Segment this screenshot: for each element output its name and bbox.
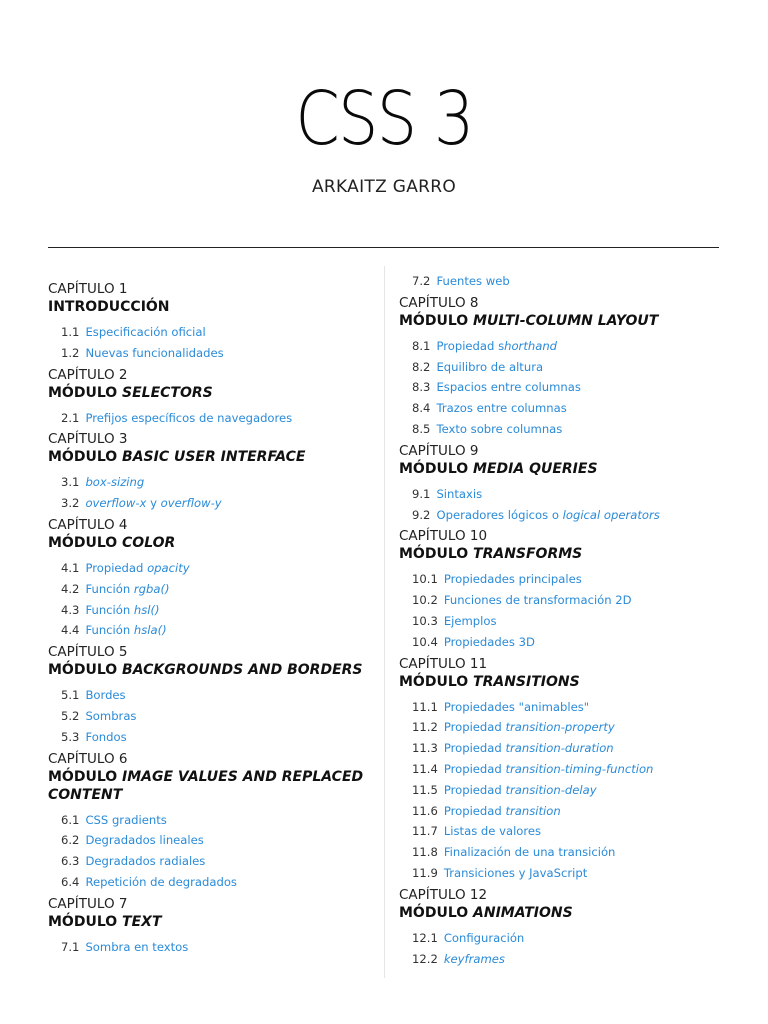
toc-entry-link-part: Equilibro de altura — [436, 359, 544, 374]
toc-entry-link-part: CSS gradients — [85, 812, 167, 827]
toc-entry-link-part: Sombras — [85, 708, 137, 723]
toc-entry-link[interactable] — [85, 493, 221, 514]
toc-entry-link[interactable] — [436, 357, 543, 378]
chapter-title-part: MÓDULO — [399, 460, 474, 477]
toc-entry[interactable] — [48, 620, 378, 641]
toc-entry-number: 5.2 — [61, 708, 80, 723]
toc-entry[interactable] — [399, 738, 729, 759]
chapter-title-part: ANIMATIONS — [473, 904, 573, 921]
toc-entry-link-part: rgba() — [133, 581, 170, 596]
toc-entry[interactable] — [399, 590, 729, 611]
toc-entry-link[interactable] — [85, 727, 126, 748]
book-title: CSS 3 — [295, 76, 473, 162]
toc-entry-link-part: transition-duration — [505, 741, 614, 756]
chapter-title-part: MÓDULO — [48, 534, 123, 551]
toc-chapter — [48, 431, 378, 514]
toc-entry-link-part: Degradados lineales — [85, 833, 204, 848]
toc-entry-link-part: Fondos — [85, 729, 127, 744]
toc-entry-link[interactable] — [85, 706, 136, 727]
toc-entry-link-part: transition-delay — [505, 782, 597, 797]
chapter-title-part: TRANSFORMS — [473, 546, 583, 563]
toc-entry-link-part: y — [146, 496, 161, 511]
toc-entry-link[interactable] — [85, 620, 166, 641]
chapter-title-part: TEXT — [122, 913, 162, 930]
toc-entry[interactable] — [48, 558, 378, 579]
toc-entry-link[interactable] — [444, 632, 535, 653]
toc-chapter — [399, 656, 729, 884]
chapter-title-part: MULTI-COLUMN LAYOUT — [473, 312, 659, 329]
toc-entry-link-part: overflow-y — [160, 496, 222, 511]
toc-entry-link[interactable] — [85, 579, 169, 600]
toc-entry-link[interactable] — [85, 408, 292, 429]
chapter-title-part: MÓDULO — [48, 768, 123, 785]
toc-entry-number: 6.3 — [61, 854, 80, 869]
toc-entry-link-part: Transiciones y JavaScript — [443, 865, 588, 880]
chapter-title-part: MÓDULO — [399, 904, 474, 921]
toc-entry[interactable] — [399, 569, 729, 590]
toc-entry-link[interactable] — [444, 780, 597, 801]
toc-entry[interactable] — [399, 821, 729, 842]
toc-entry[interactable] — [399, 863, 729, 884]
toc-entry-link[interactable] — [444, 842, 616, 863]
chapter-label: CAPÍTULO 7 — [48, 895, 128, 912]
toc-entry-link-part: Función — [85, 623, 134, 638]
toc-entry-number: 8.3 — [412, 380, 431, 395]
chapter-title — [48, 384, 378, 402]
toc-entry-number: 9.1 — [412, 486, 431, 501]
toc-entry-link[interactable] — [85, 472, 144, 493]
toc-chapter — [48, 367, 378, 429]
chapter-title — [48, 298, 378, 316]
toc-entry-number: 11.4 — [412, 761, 438, 776]
toc-entry[interactable] — [399, 759, 729, 780]
toc-entry-link-part: Finalización de una transición — [443, 845, 616, 860]
toc-entry-number: 4.4 — [61, 623, 80, 638]
chapter-title — [48, 661, 378, 679]
toc-entry-link[interactable] — [444, 928, 524, 949]
toc-entry-link-part: horthand — [504, 338, 558, 353]
toc-entry-link-part: Operadores lógicos o — [436, 507, 563, 522]
toc-entry-link[interactable] — [444, 697, 589, 718]
toc-entry-link-part: Sombra en textos — [85, 939, 189, 954]
toc-entry-link-part: Propiedad — [443, 761, 506, 776]
chapter-title-part: TRANSITIONS — [473, 673, 580, 690]
toc-entry-number: 7.1 — [61, 939, 80, 954]
toc-entry-link-part: Propiedades principales — [443, 572, 582, 587]
toc-chapter — [48, 751, 378, 893]
toc-entry[interactable] — [399, 398, 729, 419]
chapter-title — [399, 545, 729, 563]
toc-entry-number: 11.3 — [412, 741, 438, 756]
toc-entry-link-part: box-sizing — [85, 475, 145, 490]
toc-chapter — [48, 644, 378, 747]
toc-entry-link[interactable] — [436, 505, 659, 526]
toc-entry-link[interactable] — [444, 569, 582, 590]
header-rule — [48, 247, 719, 248]
toc-chapter — [399, 295, 729, 440]
toc-entry-link[interactable] — [444, 863, 587, 884]
toc-entry-number: 4.2 — [61, 581, 80, 596]
toc-chapter — [399, 528, 729, 652]
chapter-label: CAPÍTULO 5 — [48, 644, 128, 661]
toc-entry[interactable] — [48, 727, 378, 748]
chapter-title-part: MÓDULO — [48, 384, 123, 401]
toc-entry-link-part: Propiedad — [85, 560, 148, 575]
toc-entry[interactable] — [48, 472, 378, 493]
toc-entry-link-part: Trazos entre columnas — [436, 401, 567, 416]
toc-entry-number: 12.1 — [412, 930, 438, 945]
chapter-label: CAPÍTULO 10 — [399, 528, 488, 545]
chapter-label: CAPÍTULO 4 — [48, 516, 128, 533]
toc-entry-link-part: Función — [85, 602, 134, 617]
toc-entry-link-part: Fuentes web — [436, 274, 510, 288]
toc-entry-link-part: Propiedades "animables" — [443, 699, 590, 714]
toc-entry-link-part: opacity — [147, 560, 190, 575]
chapter-title — [399, 904, 729, 922]
toc-entry-number: 7.2 — [412, 274, 431, 288]
toc-entry-number: 11.8 — [412, 845, 438, 860]
toc-entry-number: 3.2 — [61, 496, 80, 511]
toc-entry-number: 5.3 — [61, 729, 80, 744]
toc-entry-number: 12.2 — [412, 951, 438, 966]
chapter-title — [48, 534, 378, 552]
toc-entry-link[interactable] — [444, 801, 561, 822]
chapter-title — [48, 913, 378, 931]
toc-entry-number: 1.1 — [61, 325, 80, 339]
toc-entry-number: 10.2 — [412, 593, 438, 608]
toc-entry-link[interactable] — [436, 271, 509, 292]
toc-entry-number: 11.6 — [412, 803, 438, 818]
toc-entry[interactable] — [399, 842, 729, 863]
toc-entry-link[interactable] — [444, 821, 541, 842]
toc-entry-link[interactable] — [85, 830, 203, 851]
toc-entry-link[interactable] — [85, 851, 205, 872]
toc-entry-link-part: transition-timing-function — [505, 761, 654, 776]
toc-entry-link[interactable] — [444, 590, 632, 611]
chapter-title-part: INTRODUCCIÓN — [48, 299, 170, 315]
toc-entry-link-part: transition-property — [505, 720, 615, 735]
toc-entry-link[interactable] — [436, 484, 482, 505]
toc-entry-number: 11.7 — [412, 824, 438, 839]
toc-entry[interactable] — [48, 685, 378, 706]
chapter-label: CAPÍTULO 6 — [48, 750, 128, 767]
toc-entry[interactable] — [399, 271, 729, 292]
toc-chapter — [48, 896, 378, 958]
toc-chapter — [399, 443, 729, 526]
toc-entry-link[interactable] — [444, 611, 497, 632]
chapter-title-part: MEDIA QUERIES — [473, 460, 598, 477]
toc-column-left — [48, 278, 378, 958]
toc-entry[interactable] — [48, 408, 378, 429]
chapter-label: CAPÍTULO 8 — [399, 294, 479, 311]
toc-entry[interactable] — [399, 357, 729, 378]
toc-entry[interactable] — [48, 810, 378, 831]
toc-entry-link-part: Repetición de degradados — [85, 874, 237, 889]
toc-entry-number: 8.2 — [412, 359, 431, 374]
toc-entry-link[interactable] — [85, 600, 159, 621]
chapter-title-part: MÓDULO — [399, 312, 474, 329]
toc-entry-link[interactable] — [444, 738, 614, 759]
toc-entry-link-part: Función — [85, 581, 134, 596]
toc-column-right — [399, 268, 729, 969]
toc-entry-link[interactable] — [444, 949, 505, 970]
toc-entry-link-part: Texto sobre columnas — [436, 421, 563, 436]
toc-entry-link-part: Funciones de transformación 2D — [443, 593, 632, 608]
toc-entry-link-part: Configuración — [443, 930, 525, 945]
chapter-title-part: MÓDULO — [48, 449, 123, 466]
toc-entry[interactable] — [48, 343, 378, 364]
toc-entry[interactable] — [399, 505, 729, 526]
chapter-title — [399, 460, 729, 478]
toc-entry-link[interactable] — [85, 685, 125, 706]
toc-entry-number: 9.2 — [412, 507, 431, 522]
chapter-title — [399, 673, 729, 691]
chapter-title-part: BACKGROUNDS AND BORDERS — [122, 662, 363, 679]
toc-entry-link-part: hsla() — [133, 623, 167, 638]
toc-entry-link-part: overflow-x — [85, 496, 147, 511]
toc-entry-link-part: Ejemplos — [443, 613, 497, 628]
toc-entry-link[interactable] — [85, 937, 188, 958]
toc-entry-link-part: Especificación oficial — [85, 325, 206, 339]
chapter-label: CAPÍTULO 1 — [48, 281, 128, 297]
toc-entry-link-part: Propiedades 3D — [443, 634, 535, 649]
toc-entry[interactable] — [399, 484, 729, 505]
toc-entry[interactable] — [48, 937, 378, 958]
toc-entry[interactable] — [399, 336, 729, 357]
chapter-title-part: MÓDULO — [48, 662, 123, 679]
toc-entry-number: 10.3 — [412, 613, 438, 628]
toc-entry-link[interactable] — [436, 336, 557, 357]
toc-entry-link-part: transition — [505, 803, 561, 818]
toc-entry[interactable] — [399, 419, 729, 440]
toc-entry-link[interactable] — [85, 322, 205, 343]
toc-entry-number: 2.1 — [61, 410, 80, 425]
toc-entry[interactable] — [399, 611, 729, 632]
chapter-title-part: IMAGE VALUES AND REPLACED CONTENT — [48, 768, 364, 803]
toc-chapter — [48, 517, 378, 641]
toc-entry-link-part: Propiedad — [443, 782, 506, 797]
column-divider — [384, 266, 385, 978]
chapter-title-part: COLOR — [122, 534, 176, 551]
toc-entry-number: 11.5 — [412, 782, 438, 797]
chapter-title-part: BASIC USER INTERFACE — [122, 449, 306, 466]
toc-entry-number: 4.3 — [61, 602, 80, 617]
toc-entry-number: 11.1 — [412, 699, 438, 714]
toc-entry-link-part: hsl() — [133, 602, 160, 617]
chapter-title — [399, 312, 729, 330]
toc-entry-number: 11.9 — [412, 865, 438, 880]
toc-entry[interactable] — [399, 717, 729, 738]
toc-entry-number: 6.2 — [61, 833, 80, 848]
toc-chapter — [399, 887, 729, 970]
toc-entry-link-part: Propiedad — [443, 720, 506, 735]
chapter-label: CAPÍTULO 2 — [48, 366, 128, 383]
chapter-title-part: MÓDULO — [48, 913, 123, 930]
toc-entry-link-part: Sintaxis — [436, 486, 483, 501]
toc-entry-link[interactable] — [85, 343, 223, 364]
toc-entry-link-part: Degradados radiales — [85, 854, 206, 869]
toc-entry-number: 5.1 — [61, 688, 80, 703]
chapter-label: CAPÍTULO 11 — [399, 655, 488, 672]
toc-entry-number: 4.1 — [61, 560, 80, 575]
toc-entry-link-part: Espacios entre columnas — [436, 380, 581, 395]
chapter-label: CAPÍTULO 3 — [48, 431, 128, 448]
toc-entry[interactable] — [399, 928, 729, 949]
toc-entry[interactable] — [48, 322, 378, 343]
toc-entry-number: 8.1 — [412, 338, 431, 353]
toc-entry-link-part: Propiedad s — [436, 338, 505, 353]
toc-entry-link[interactable] — [85, 558, 189, 579]
chapter-label: CAPÍTULO 9 — [399, 442, 479, 459]
toc-entry-number: 3.1 — [61, 475, 80, 490]
toc-entry-number: 8.4 — [412, 401, 431, 416]
toc-entry[interactable] — [399, 949, 729, 970]
toc-entry-link-part: keyframes — [443, 951, 505, 966]
chapter-title-part: SELECTORS — [122, 384, 213, 401]
toc-chapter — [48, 281, 378, 364]
toc-entry[interactable] — [399, 801, 729, 822]
toc-entry-link-part: Propiedad — [443, 741, 506, 756]
toc-entry-link[interactable] — [444, 717, 615, 738]
toc-entry-link[interactable] — [436, 377, 580, 398]
toc-entry[interactable] — [399, 780, 729, 801]
toc-entry[interactable] — [48, 872, 378, 893]
chapter-title-part: MÓDULO — [399, 546, 474, 563]
toc-entry[interactable] — [48, 579, 378, 600]
toc-entry-link-part: Listas de valores — [443, 824, 542, 839]
toc-entry[interactable] — [48, 851, 378, 872]
toc-entry-link-part: Propiedad — [443, 803, 506, 818]
toc-entry-number: 11.2 — [412, 720, 438, 735]
toc-entry-link-part: Prefijos específicos de navegadores — [85, 410, 293, 425]
toc-entry-link[interactable] — [444, 759, 654, 780]
chapter-title-part: MÓDULO — [399, 673, 474, 690]
toc-entry[interactable] — [48, 600, 378, 621]
toc-entry-number: 8.5 — [412, 421, 431, 436]
toc-entry-number: 6.1 — [61, 812, 80, 827]
chapter-label: CAPÍTULO 12 — [399, 886, 488, 903]
toc-entry[interactable] — [399, 632, 729, 653]
toc-entry-link-part: Bordes — [85, 688, 126, 703]
chapter-title — [48, 768, 378, 804]
toc-entry-number: 10.4 — [412, 634, 438, 649]
toc-entry[interactable] — [48, 493, 378, 514]
toc-entry-link[interactable] — [85, 872, 237, 893]
toc-entry-number: 10.1 — [412, 572, 438, 587]
toc-entry[interactable] — [48, 830, 378, 851]
toc-entry[interactable] — [48, 706, 378, 727]
toc-entry[interactable] — [399, 697, 729, 718]
toc-entry-link[interactable] — [85, 810, 166, 831]
toc-entry-link[interactable] — [436, 398, 566, 419]
toc-entry-number: 1.2 — [61, 345, 80, 360]
toc-chapter — [399, 271, 729, 292]
author-name: ARKAITZ GARRO — [311, 177, 457, 197]
toc-entry-link-part: Nuevas funcionalidades — [85, 345, 224, 360]
toc-entry[interactable] — [399, 377, 729, 398]
chapter-title — [48, 448, 378, 466]
toc-entry-link-part: logical operators — [562, 507, 660, 522]
toc-entry-number: 6.4 — [61, 874, 80, 889]
toc-entry-link[interactable] — [436, 419, 562, 440]
